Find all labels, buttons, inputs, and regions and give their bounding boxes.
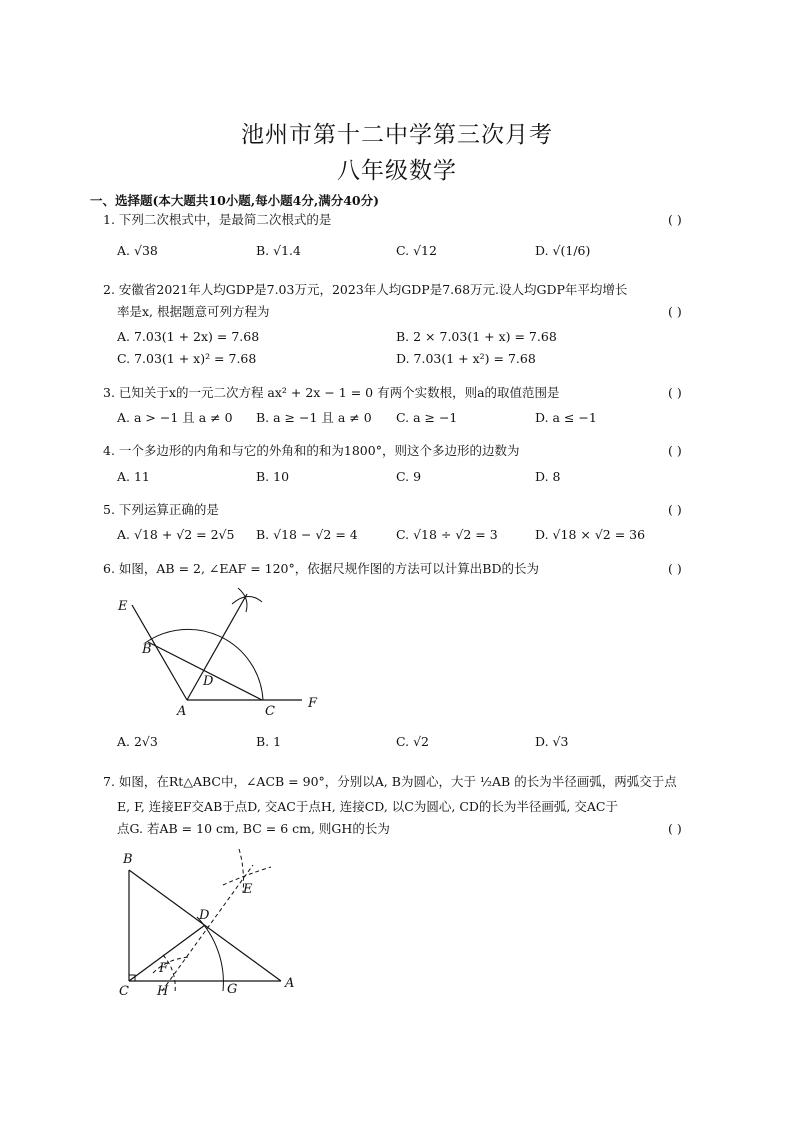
fig7-label-g: G xyxy=(227,982,238,997)
q5-option-c[interactable]: C. √18 ÷ √2 = 3 xyxy=(396,527,498,542)
answer-paren[interactable]: ( ) xyxy=(668,212,682,227)
fig6-label-f: F xyxy=(308,696,318,711)
q3-option-b[interactable]: B. a ≥ −1 且 a ≠ 0 xyxy=(256,410,372,425)
segment-bc xyxy=(148,642,262,700)
q4-option-c[interactable]: C. 9 xyxy=(396,469,422,484)
fig6-label-b: B xyxy=(142,642,152,657)
answer-paren[interactable]: ( ) xyxy=(668,502,682,517)
exam-subject: 八年级数学 xyxy=(337,158,457,184)
q2-option-b[interactable]: B. 2 × 7.03(1 + x) = 7.68 xyxy=(396,329,557,344)
answer-paren[interactable]: ( ) xyxy=(668,561,682,576)
fig7-label-d: D xyxy=(199,908,210,923)
question-4-text: 4. 一个多边形的内角和与它的外角和的和为1800°，则这个多边形的边数为 xyxy=(103,443,520,458)
q1-option-c[interactable]: C. √12 xyxy=(396,243,437,258)
fig7-label-b: B xyxy=(123,852,133,867)
fig7-label-f: F xyxy=(159,961,169,976)
ray-ae xyxy=(132,605,187,700)
q5-option-a[interactable]: A. √18 + √2 = 2√5 xyxy=(117,527,235,542)
q2-option-c[interactable]: C. 7.03(1 + x)² = 7.68 xyxy=(117,351,257,366)
question-1-text: 1. 下列二次根式中，是最简二次根式的是 xyxy=(103,212,332,227)
q5-option-d[interactable]: D. √18 × √2 = 36 xyxy=(535,527,646,542)
q3-option-a[interactable]: A. a > −1 且 a ≠ 0 xyxy=(117,410,233,425)
question-2-text-cont: 率是x, 根据题意可列方程为 xyxy=(117,304,270,319)
question-7-text-cont: E, F, 连接EF交AB于点D, 交AC于点H, 连接CD, 以C为圆心, CD的长为半径画弧, 交AC于 xyxy=(117,799,618,814)
line-ef-dashed xyxy=(162,865,253,991)
answer-paren[interactable]: ( ) xyxy=(668,304,682,319)
q6-option-a[interactable]: A. 2√3 xyxy=(117,734,158,749)
construction-arc xyxy=(145,629,263,700)
fig6-label-a: A xyxy=(177,704,187,719)
answer-paren[interactable]: ( ) xyxy=(668,443,682,458)
question-7-text: 7. 如图，在Rt△ABC中，∠ACB = 90°，分别以A, B为圆心，大于 ½AB 的长为半径画弧，两弧交于点 xyxy=(103,774,677,789)
q6-option-d[interactable]: D. √3 xyxy=(535,734,569,749)
question-2-text: 2. 安徽省2021年人均GDP是7.03万元，2023年人均GDP是7.68万元.设人均GDP年平均增长 xyxy=(103,282,628,297)
q3-option-c[interactable]: C. a ≥ −1 xyxy=(396,410,458,425)
fig6-label-c: C xyxy=(265,704,275,719)
q3-option-d[interactable]: D. a ≤ −1 xyxy=(535,410,597,425)
q4-option-b[interactable]: B. 10 xyxy=(256,469,290,484)
fig6-label-e: E xyxy=(118,599,128,614)
fig7-label-h: H xyxy=(157,984,169,999)
q1-option-a[interactable]: A. √38 xyxy=(117,243,158,258)
exam-title: 池州市第十二中学第三次月考 xyxy=(241,122,553,148)
q6-option-c[interactable]: C. √2 xyxy=(396,734,429,749)
answer-paren[interactable]: ( ) xyxy=(668,821,682,836)
bisector-ray xyxy=(187,594,247,700)
q2-option-d[interactable]: D. 7.03(1 + x²) = 7.68 xyxy=(396,351,536,366)
fig7-label-e: E xyxy=(243,882,253,897)
question-6-text: 6. 如图，AB = 2, ∠EAF = 120°，依据尺规作图的方法可以计算出BD的长为 xyxy=(103,561,539,576)
question-7-text-cont-2: 点G. 若AB = 10 cm, BC = 6 cm, 则GH的长为 xyxy=(117,821,390,836)
fig6-label-d: D xyxy=(203,674,214,689)
fig7-label-a: A xyxy=(285,976,295,991)
figure-q6 xyxy=(110,580,330,720)
q2-option-a[interactable]: A. 7.03(1 + 2x) = 7.68 xyxy=(117,329,260,344)
fig7-label-c: C xyxy=(119,984,129,999)
q5-option-b[interactable]: B. √18 − √2 = 4 xyxy=(256,527,358,542)
q1-option-d[interactable]: D. √(1/6) xyxy=(535,243,591,258)
question-3-text: 3. 已知关于x的一元二次方程 ax² + 2x − 1 = 0 有两个实数根，则a的取值范围是 xyxy=(103,385,560,400)
q4-option-d[interactable]: D. 8 xyxy=(535,469,561,484)
q6-option-b[interactable]: B. 1 xyxy=(256,734,282,749)
section-heading: 一、选择题(本大题共10小题,每小题4分,满分40分) xyxy=(90,193,380,208)
q4-option-a[interactable]: A. 11 xyxy=(117,469,150,484)
question-5-text: 5. 下列运算正确的是 xyxy=(103,502,219,517)
figure-q7 xyxy=(115,845,315,1000)
answer-paren[interactable]: ( ) xyxy=(668,385,682,400)
q1-option-b[interactable]: B. √1.4 xyxy=(256,243,301,258)
